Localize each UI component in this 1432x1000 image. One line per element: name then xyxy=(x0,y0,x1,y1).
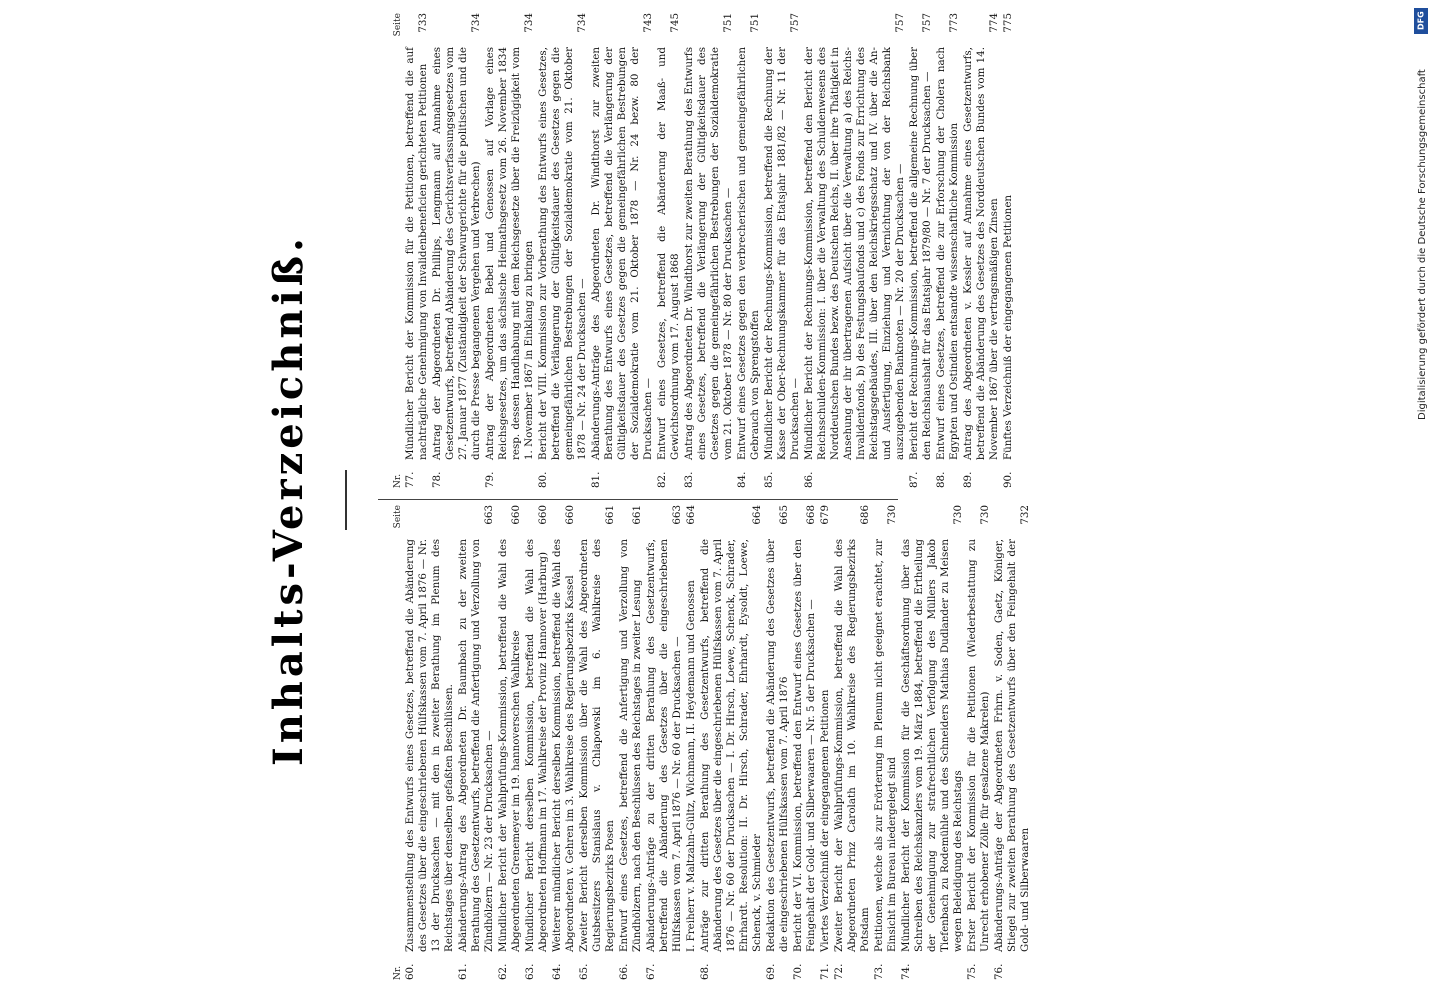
entry-page: 663 xyxy=(671,505,683,525)
entry-number: 63. xyxy=(524,963,536,980)
entry-page: 732 xyxy=(1019,505,1031,525)
entry-text: Zweiter Bericht derselben Kommission über die Wahl des Abgeordneten Gutsbesitzers Stanislaus v. Chlapowski im 6. Wahlkreise des Regierungsbezirks Posen xyxy=(578,539,616,952)
toc-entry xyxy=(404,13,430,488)
entry-number: 70. xyxy=(792,963,804,980)
entry-number: 79. xyxy=(484,471,496,488)
seite-header: Seite xyxy=(393,505,403,529)
entry-page: 733 xyxy=(417,13,429,33)
entry-page: 660 xyxy=(537,505,549,525)
entry-number: 85. xyxy=(763,471,775,488)
entry-text: Entwurf eines Gesetzes, betreffend die zur Erforschung der Cholera nach Egypten und Ostindien entsandte wissenschaftliche Kommission xyxy=(935,47,960,460)
column-divider xyxy=(378,499,898,500)
toc-entry xyxy=(551,505,577,980)
entry-number: 76. xyxy=(993,963,1005,980)
entry-page: 734 xyxy=(470,13,482,33)
entry-number: 84. xyxy=(736,471,748,488)
toc-entry xyxy=(763,13,802,488)
entry-number: 65. xyxy=(578,963,590,980)
toc-entry xyxy=(803,13,907,488)
entry-number: 73. xyxy=(873,963,885,980)
entry-text: Antrag des Abgeordneten v. Kessler auf Annahme eines Gesetzentwurfs, betreffend die Abänderung des Gesetzes des Norddeutschen Bundes vom 14. November 1867 über die vertragsmäßigen Zinsen xyxy=(962,47,1000,460)
entry-number: 89. xyxy=(962,471,974,488)
entry-page: 661 xyxy=(604,505,616,525)
entry-page: 757 xyxy=(921,13,933,33)
right-entries xyxy=(404,13,1015,488)
entry-page: 663 xyxy=(483,505,495,525)
entry-text: Mündlicher Bericht der Rechnungs-Kommission, betreffend den Bericht der Reichsschulden-Kommission: I. über die Verwaltung des Schuldenwesens des Norddeutschen Bundes bezw. des Deutschen Reichs, II. über ihre Thätigkeit in Ansehung der ihr übertragenen Aufsicht über die Verwaltung a) des Reichs-Invalidenfonds, b) des Festungsbaufonds und c) des Fonds zur Errichtung des Reichstagsgebäudes, III. über den Reichskriegsschatz und IV. über die An- und Ausfertigung, Einziehung und Vernichtung der von der Reichsbank auszugebenden Banknoten — Nr. 20 der Drucksachen — xyxy=(803,47,906,460)
toc-entry xyxy=(431,13,483,488)
dfg-logo: DFG xyxy=(1414,8,1428,34)
toc-entry xyxy=(873,505,899,980)
toc-entry xyxy=(484,13,536,488)
entry-number: 86. xyxy=(803,471,815,488)
entry-number: 67. xyxy=(645,963,657,980)
nr-header: Nr. xyxy=(393,965,403,980)
toc-entry xyxy=(736,13,762,488)
entry-text: Redaktion des Gesetzentwurfs, betreffend die Abänderung des Gesetzes über die eingeschriebenen Hülfskassen vom 7. April 1876 xyxy=(765,539,790,952)
entry-number: 87. xyxy=(908,471,920,488)
entry-number: 80. xyxy=(537,471,549,488)
entry-text: Entwurf eines Gesetzes, betreffend die Abänderung der Maaß- und Gewichtsordnung vom 17. August 1868 xyxy=(656,47,681,460)
entry-number: 60. xyxy=(404,963,416,980)
entry-text: Erster Bericht der Kommission für die Petitionen (Wiederbestattung zu Unrecht erhobener Zölle für gesalzene Makrelen) xyxy=(966,539,991,952)
digitization-note: Digitalisierung gefördert durch die Deutsche Forschungsgemeinschaft xyxy=(1417,69,1428,420)
entry-page: 730 xyxy=(979,505,991,525)
right-column xyxy=(392,13,1014,488)
entry-page: 660 xyxy=(564,505,576,525)
toc-entry xyxy=(900,505,965,980)
toc-entry xyxy=(578,505,617,980)
entry-page: 774 xyxy=(988,13,1000,33)
entry-text: Abänderungs-Antrag des Abgeordneten Dr. Baumbach zu der zweiten Berathung des Gesetzentwurfs, betreffend die Anfertigung und Verzollung von Zündhölzern — Nr. 23 der Drucksachen — xyxy=(457,539,495,952)
entry-page: 668 xyxy=(805,505,817,525)
entry-number: 71. xyxy=(819,963,831,980)
entry-number: 68. xyxy=(699,963,711,980)
entry-text: Bericht der VI. Kommission, betreffend den Entwurf eines Gesetzes über den Feingehalt der Gold- und Silberwaaren — Nr. 5 der Drucksachen — xyxy=(792,539,817,952)
toc-entry xyxy=(685,505,698,980)
toc-entry xyxy=(935,13,961,488)
toc-entry xyxy=(966,505,992,980)
left-column-header xyxy=(392,505,404,980)
entry-text: Anträge zur dritten Berathung des Gesetzentwurfs, betreffend die Abänderung des Gesetzes über die eingeschriebenen Hülfskassen vom 7. April 1876 — Nr. 60 der Drucksachen — I. Dr. Hirsch, Loewe, Schenck, Schrader, Ehrhardt. Resolution: II. Dr. Hirsch, Schrader, Ehrhardt, Eysoldt, Loewe, Schenck, v. Schmieder xyxy=(699,539,763,952)
entry-page: 757 xyxy=(894,13,906,33)
entry-page: 664 xyxy=(751,505,763,525)
toc-entry xyxy=(908,13,934,488)
entry-page: 734 xyxy=(576,13,588,33)
entry-text: I. Freiherr v. Maltzahn-Gültz, Wichmann, II. Heydemann und Genossen xyxy=(685,580,697,952)
page-title: Inhalts-Verzeichniß. xyxy=(265,234,312,766)
seite-header: Seite xyxy=(393,13,403,37)
entry-page: 679 xyxy=(819,505,831,525)
entry-page: 661 xyxy=(631,505,643,525)
entry-text: Fünftes Verzeichniß der eingegangenen Petitionen xyxy=(1002,194,1014,460)
toc-entry xyxy=(524,505,550,980)
toc-entry xyxy=(765,505,791,980)
entry-number: 64. xyxy=(551,963,563,980)
toc-entry xyxy=(792,505,818,980)
entry-number: 81. xyxy=(590,471,602,488)
entry-number: 61. xyxy=(457,963,469,980)
nr-header: Nr. xyxy=(393,473,403,488)
entry-page: 751 xyxy=(722,13,734,33)
entry-text: Zusammenstellung des Entwurfs eines Gesetzes, betreffend die Abänderung des Gesetzes über die eingeschriebenen Hülfskassen vom 7. April 1876 — Nr. 13 der Drucksachen — mit den in zweiter Berathung im Plenum des Reichstages über denselben gefaßten Beschlüssen. xyxy=(404,539,455,952)
toc-entry xyxy=(683,13,735,488)
entry-text: Zweiter Bericht der Wahlprüfungs-Kommission, betreffend die Wahl des Abgeordneten Prinz Carolath im 10. Wahlkreise des Regierungsbezirks Potsdam xyxy=(833,539,871,952)
entry-text: Antrag des Abgeordneten Dr. Windthorst zur zweiten Berathung des Entwurfs eines Gesetzes, betreffend die Verlängerung der Gültigkeitsdauer des Gesetzes gegen die gemeingefährlichen Bestrebungen der Sozialdemokratie vom 21. Oktober 1878 — Nr. 80 der Drucksachen — xyxy=(683,47,734,460)
entry-text: Entwurf eines Gesetzes, betreffend die Anfertigung und Verzollung von Zündhölzern, nach den Beschlüssen des Reichstages in zweiter Lesung xyxy=(618,539,643,952)
entry-number: 62. xyxy=(497,963,509,980)
toc-entry xyxy=(497,505,523,980)
toc-entry xyxy=(404,505,456,980)
entry-number: 75. xyxy=(966,963,978,980)
entry-text: Abänderungs-Anträge des Abgeordneten Dr. Windthorst zur zweiten Berathung des Entwurfs eines Gesetzes, betreffend die Verlängerung der Gültigkeitsdauer des Gesetzes gegen die gemeingefährlichen Bestrebungen der Sozialdemokratie vom 21. Oktober 1878 — Nr. 24 bezw. 80 der Drucksachen — xyxy=(590,47,654,460)
left-column xyxy=(392,505,1031,980)
entry-number: 77. xyxy=(404,471,416,488)
entry-text: Mündlicher Bericht der Kommission für die Petitionen, betreffend die auf nachträgliche Genehmigung von Invalidenbeneficien gerichteten Petitionen xyxy=(404,47,429,460)
toc-entry xyxy=(1002,13,1015,488)
toc-entry xyxy=(590,13,655,488)
entry-text: Mündlicher Bericht der Wahlprüfungs-Kommission, betreffend die Wahl des Abgeordneten Grenemeyer im 19. hannoverschen Wahlkreise xyxy=(497,539,522,952)
entry-page: 734 xyxy=(523,13,535,33)
right-column-header xyxy=(392,13,404,488)
entry-text: Petitionen, welche als zur Erörterung im Plenum nicht geeignet erachtet, zur Einsicht im Bureau niedergelegt sind xyxy=(873,539,898,952)
entry-page: 775 xyxy=(1002,13,1014,33)
entry-text: Abänderungs-Anträge der Abgeordneten Frhrn. v. Soden, Gaetz, Königer, Stiegel zur zweiten Berathung des Gesetzentwurfs über den Feingehalt der Gold- und Silberwaaren xyxy=(993,539,1031,952)
toc-entry xyxy=(656,13,682,488)
entry-number: 90. xyxy=(1002,471,1014,488)
entry-page: 745 xyxy=(669,13,681,33)
toc-entry xyxy=(833,505,872,980)
entry-page: 660 xyxy=(510,505,522,525)
entry-number: 88. xyxy=(935,471,947,488)
entry-text: Antrag der Abgeordneten Dr. Phillips, Lengmann auf Annahme eines Gesetzentwurfs, betreffend Abänderung des Gerichtsverfassungsgesetzes vom 27. Januar 1877 (Zuständigkeit der Schwurgerichte für die politischen und die durch die Presse begangenen Vergehen und Verbrechen) xyxy=(431,47,482,460)
entry-text: Entwurf eines Gesetzes gegen den verbrecherischen und gemeingefährlichen Gebrauch von Sprengstoffen xyxy=(736,47,761,460)
entry-number: 72. xyxy=(833,963,845,980)
entry-text: Bericht der Rechnungs-Kommission, betreffend die allgemeine Rechnung über den Reichshaushalt für das Etatsjahr 1879/80 — Nr. 7 der Drucksachen — xyxy=(908,47,933,460)
entry-text: Mündlicher Bericht der Kommission für die Geschäftsordnung über das Schreiben des Reichskanzlers vom 19. März 1884, betreffend die Ertheilung der Genehmigung zur strafrechtlichen Verfolgung des Müllers Jakob Tiefenbach zu Rodemühle und des Schneiders Mathias Dudlander zu Meisen wegen Beleidigung des Reichstags xyxy=(900,539,964,952)
entry-page: 664 xyxy=(685,505,697,525)
entry-text: Bericht der VIII. Kommission zur Vorberathung des Entwurfs eines Gesetzes, betreffend die Verlängerung der Gültigkeitsdauer des Gesetzes gegen die gemeingefährlichen Bestrebungen der Sozialdemokratie vom 21. Oktober 1878 — Nr. 24 der Drucksachen — xyxy=(537,47,588,460)
entry-text: Abänderungs-Anträge zu der dritten Berathung des Gesetzentwurfs, betreffend die Abänderung des Gesetzes über die eingeschriebenen Hülfskassen vom 7. April 1876 — Nr. 60 der Drucksachen — xyxy=(645,539,683,952)
entry-page: 686 xyxy=(859,505,871,525)
entry-number: 82. xyxy=(656,471,668,488)
entry-page: 665 xyxy=(778,505,790,525)
entry-page: 751 xyxy=(749,13,761,33)
entry-page: 757 xyxy=(789,13,801,33)
toc-entry xyxy=(537,13,589,488)
entry-page: 730 xyxy=(952,505,964,525)
toc-entry xyxy=(457,505,496,980)
entry-number: 69. xyxy=(765,963,777,980)
toc-entry xyxy=(819,505,832,980)
left-entries xyxy=(404,505,1032,980)
entry-text: Antrag der Abgeordneten Bebel und Genossen auf Vorlage eines Reichsgesetzes, um das sächsische Heimathsgesetz vom 26. November 1834 resp. dessen Handhabung mit dem Reichsgesetze über die Freizügigkeit vom 1. November 1867 in Einklang zu bringen xyxy=(484,47,535,460)
toc-entry xyxy=(645,505,684,980)
entry-number: 78. xyxy=(431,471,443,488)
entry-text: Mündlicher Bericht derselben Kommission, betreffend die Wahl des Abgeordneten Hoffmann im 17. Wahlkreise der Provinz Hannover (Harburg) xyxy=(524,539,549,952)
entry-number: 66. xyxy=(618,963,630,980)
entry-number: 83. xyxy=(683,471,695,488)
toc-entry xyxy=(962,13,1001,488)
entry-page: 730 xyxy=(886,505,898,525)
entry-number: 74. xyxy=(900,963,912,980)
entry-page: 743 xyxy=(642,13,654,33)
entry-text: Mündlicher Bericht der Rechnungs-Kommission, betreffend die Rechnung der Kasse der Ober-Rechnungskammer für das Etatsjahr 1881/82 — Nr. 11 der Drucksachen — xyxy=(763,47,801,460)
entry-page: 773 xyxy=(948,13,960,33)
toc-entry xyxy=(618,505,644,980)
title-rule xyxy=(345,470,347,530)
toc-entry xyxy=(993,505,1032,980)
entry-text: Viertes Verzeichniß der eingegangenen Petitionen xyxy=(819,689,831,952)
toc-entry xyxy=(699,505,764,980)
entry-text: Weiterer mündlicher Bericht derselben Kommission, betreffend die Wahl des Abgeordneten v. Gehren im 3. Wahlkreise des Regierungsbezirks Kassel xyxy=(551,539,576,952)
